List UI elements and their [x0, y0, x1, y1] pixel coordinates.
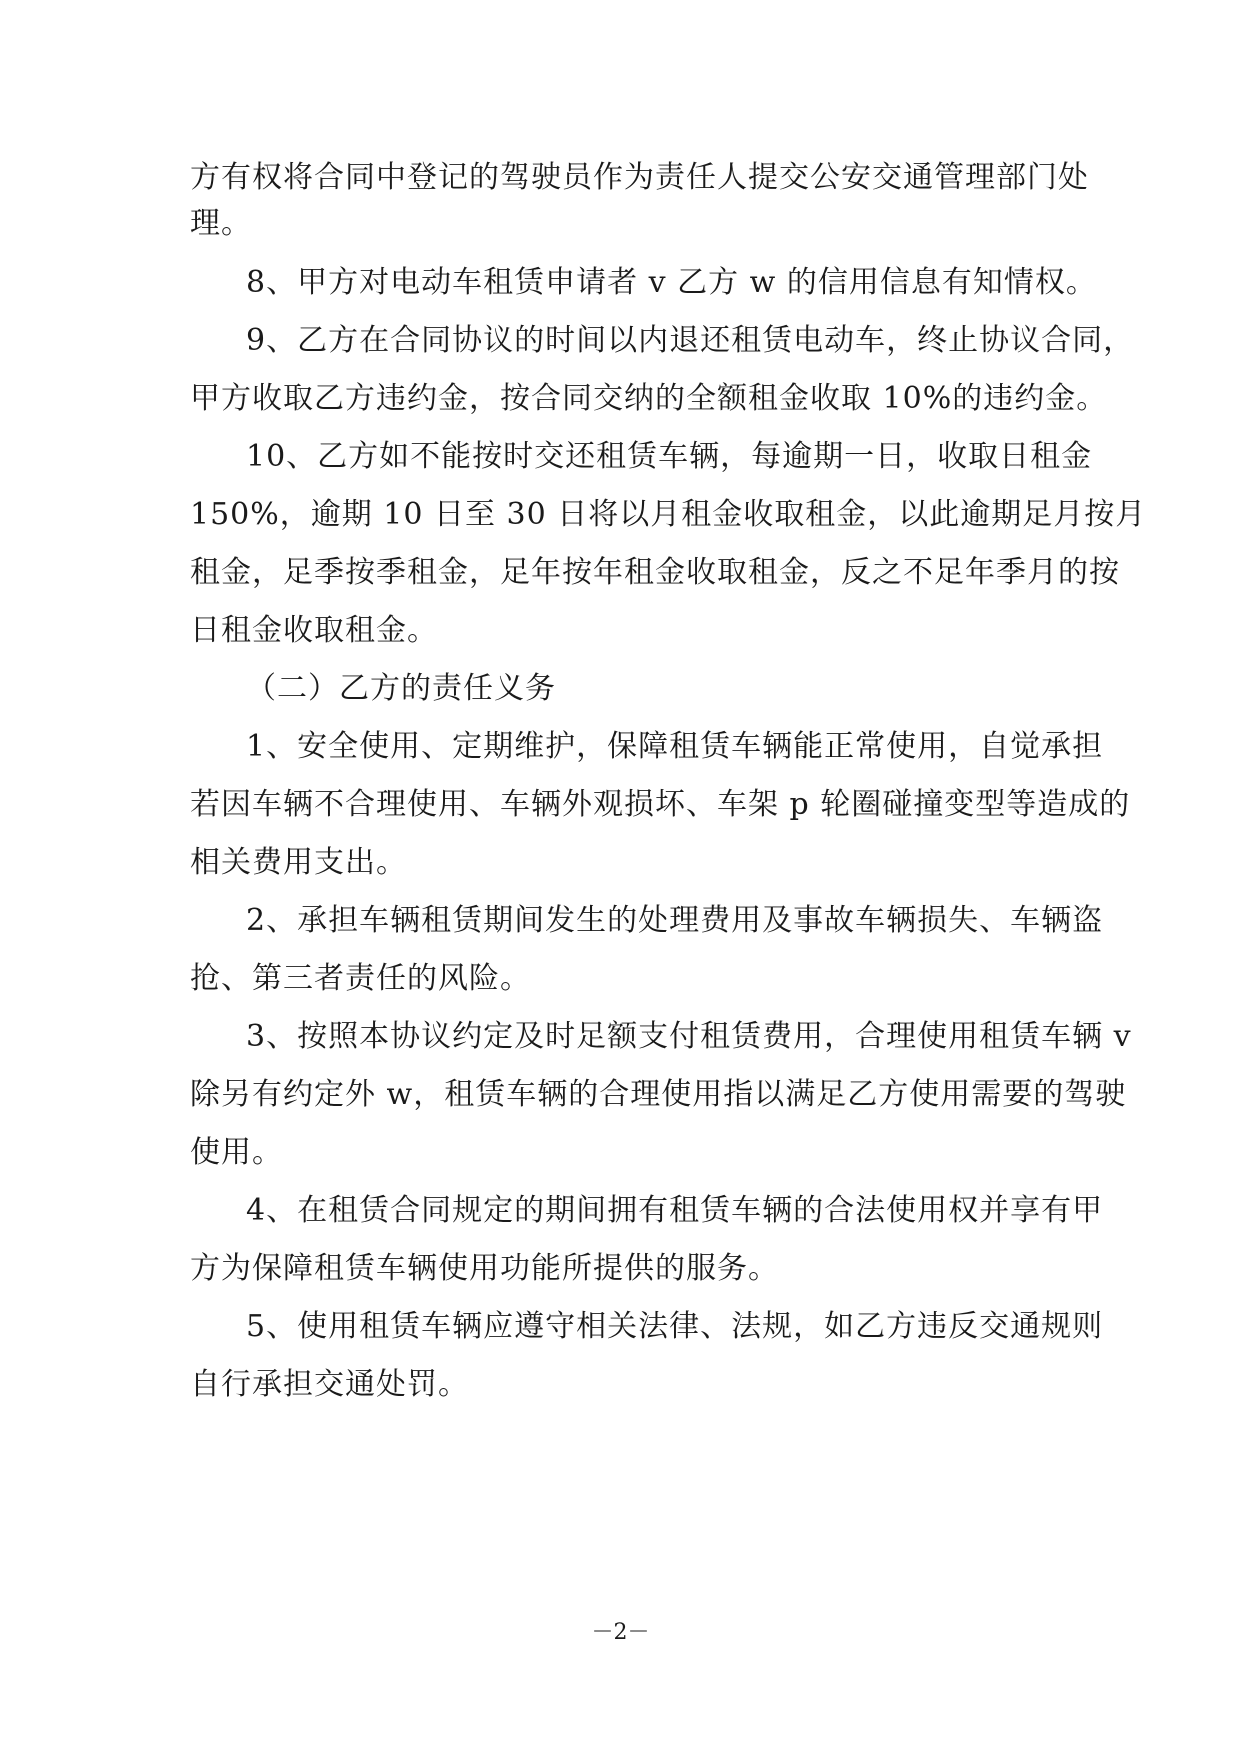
text-line: 1、安全使用、定期维护，保障租赁车辆能正常使用，自觉承担 [246, 729, 1104, 764]
text-line: 相关费用支出。 [190, 845, 407, 880]
text-line: 若因车辆不合理使用、车辆外观损坏、车架 p 轮圈碰撞变型等造成的 [190, 787, 1131, 822]
text-line: 抢、第三者责任的风险。 [190, 961, 531, 996]
section-heading: （二）乙方的责任义务 [246, 671, 556, 706]
text-line: 方有权将合同中登记的驾驶员作为责任人提交公安交通管理部门处 [190, 160, 1089, 195]
text-line: 5、使用租赁车辆应遵守相关法律、法规，如乙方违反交通规则 [246, 1309, 1104, 1344]
text-line: 使用。 [190, 1135, 283, 1170]
text-line: 3、按照本协议约定及时足额支付租赁费用，合理使用租赁车辆 v [246, 1019, 1132, 1054]
text-line: 理。 [190, 206, 252, 241]
text-line: 9、乙方在合同协议的时间以内退还租赁电动车，终止协议合同， [246, 323, 1135, 358]
text-line: 8、甲方对电动车租赁申请者 v 乙方 w 的信用信息有知情权。 [246, 265, 1097, 300]
text-line: 日租金收取租金。 [190, 613, 438, 648]
text-line: 租金，足季按季租金，足年按年租金收取租金，反之不足年季月的按 [190, 555, 1120, 590]
text-line: 4、在租赁合同规定的期间拥有租赁车辆的合法使用权并享有甲 [246, 1193, 1104, 1228]
text-line: 10、乙方如不能按时交还租赁车辆，每逾期一日，收取日租金 [246, 439, 1093, 474]
text-line: 方为保障租赁车辆使用功能所提供的服务。 [190, 1251, 779, 1286]
text-line: 甲方收取乙方违约金，按合同交纳的全额租金收取 10%的违约金。 [190, 381, 1108, 416]
text-line: 除另有约定外 w，租赁车辆的合理使用指以满足乙方使用需要的驾驶 [190, 1077, 1127, 1112]
text-line: 2、承担车辆租赁期间发生的处理费用及事故车辆损失、车辆盗 [246, 903, 1104, 938]
text-line: 150%，逾期 10 日至 30 日将以月租金收取租金，以此逾期足月按月 [190, 497, 1147, 532]
text-line: 自行承担交通处罚。 [190, 1367, 469, 1402]
page-number: －2－ [591, 1620, 650, 1645]
